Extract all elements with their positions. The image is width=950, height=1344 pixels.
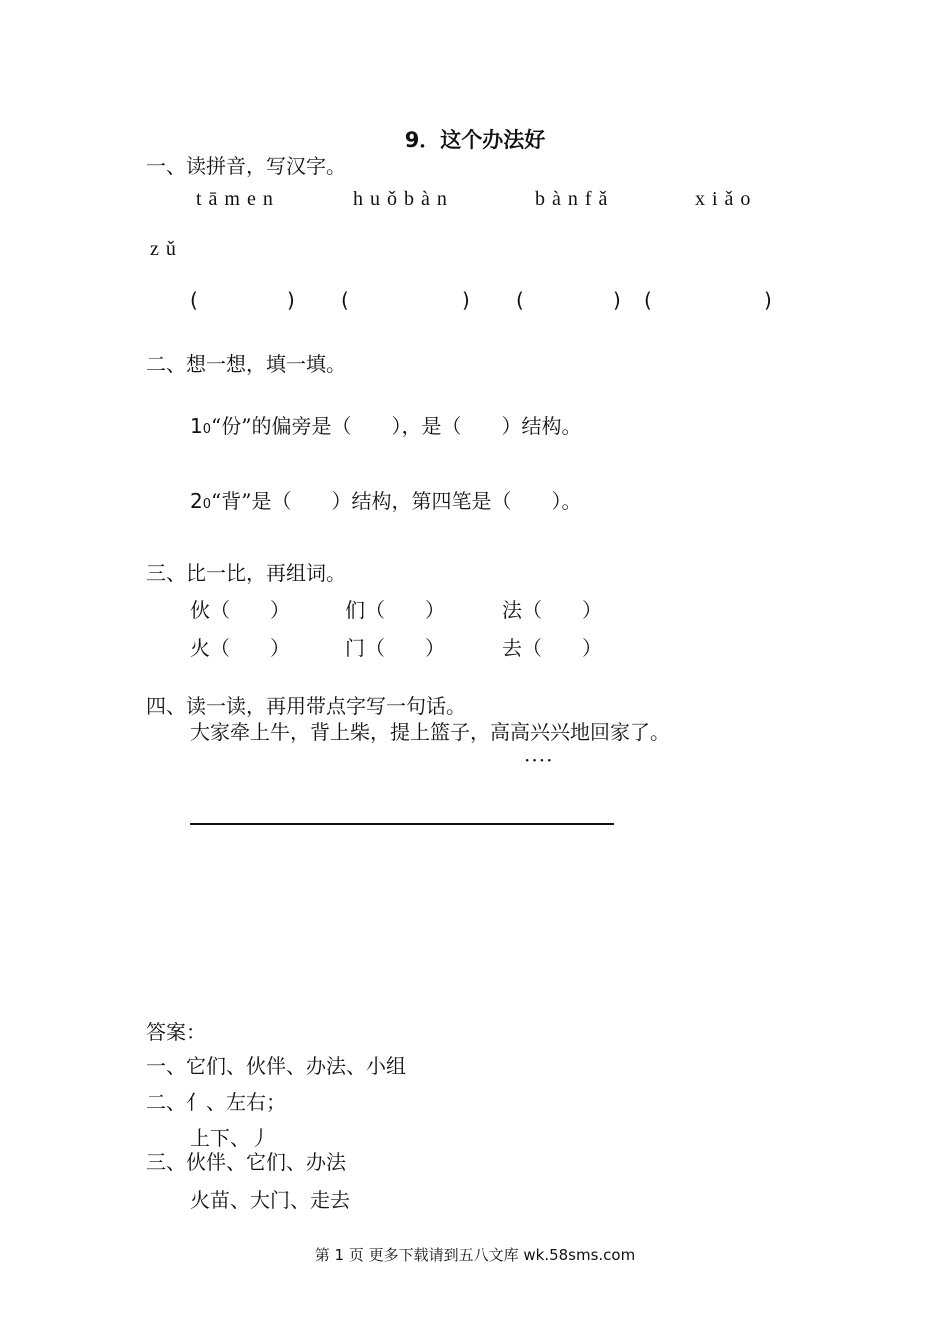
answer-blank-4-open: ( xyxy=(644,288,652,312)
answer-blank-1-open: ( xyxy=(190,288,198,312)
answer-3-line2: 火苗、大门、走去 xyxy=(190,1188,350,1212)
question-2-2 xyxy=(190,485,581,514)
pinyin-huoban: huǒbàn xyxy=(353,188,454,210)
answer-2-line1: 二、亻、左右； xyxy=(146,1090,286,1114)
answer-1: 一、它们、伙伴、办法、小组 xyxy=(146,1054,406,1078)
compare-word-5: 门（ ） xyxy=(345,636,445,660)
compare-word-1: 伙（ ） xyxy=(190,598,290,622)
pinyin-xiao: xiǎo xyxy=(695,188,758,210)
question-number: 1 xyxy=(190,414,203,438)
question-text: “份”的偏旁是（ ），是（ ）结构。 xyxy=(211,414,582,438)
page-footer: 第 1 页 更多下载请到五八文库 wk.58sms.com xyxy=(314,1246,636,1264)
answer-blank-2-open: ( xyxy=(341,288,349,312)
reading-sentence: 大家牵上牛，背上柴，提上篮子，高高兴兴地回家了。 xyxy=(190,720,670,744)
question-number: 2 xyxy=(190,489,203,513)
question-2-1 xyxy=(190,410,581,439)
section1-heading: 一、读拼音，写汉字。 xyxy=(146,154,346,178)
answer-blank-1-close: ) xyxy=(287,288,295,312)
pinyin-tamen: tāmen xyxy=(196,188,280,210)
compare-word-3: 法（ ） xyxy=(502,598,602,622)
page-title: 9．这个办法好 xyxy=(404,128,546,152)
section4-heading: 四、读一读，再用带点字写一句话。 xyxy=(146,694,466,718)
compare-word-6: 去（ ） xyxy=(502,636,602,660)
pinyin-banfa: bànfǎ xyxy=(535,188,615,210)
section3-heading: 三、比一比，再组词。 xyxy=(146,561,346,585)
compare-word-2: 们（ ） xyxy=(345,598,445,622)
answer-blank-4-close: ) xyxy=(764,288,772,312)
question-text: “背”是（ ）结构，第四笔是（ ）。 xyxy=(211,489,582,513)
emphasis-dots: ···· xyxy=(524,748,554,772)
question-number-sub: 0 xyxy=(202,497,212,512)
answer-2-line2: 上下、丿 xyxy=(190,1126,270,1150)
section2-heading: 二、想一想，填一填。 xyxy=(146,352,346,376)
writing-line xyxy=(190,823,614,825)
pinyin-zu: zǔ xyxy=(150,238,183,260)
answer-blank-2-close: ) xyxy=(462,288,470,312)
answer-3-line1: 三、伙伴、它们、办法 xyxy=(146,1150,346,1174)
answers-heading: 答案： xyxy=(146,1020,206,1044)
compare-word-4: 火（ ） xyxy=(190,636,290,660)
answer-blank-3-close: ) xyxy=(613,288,621,312)
question-number-sub: 0 xyxy=(202,422,212,437)
answer-blank-3-open: ( xyxy=(516,288,524,312)
